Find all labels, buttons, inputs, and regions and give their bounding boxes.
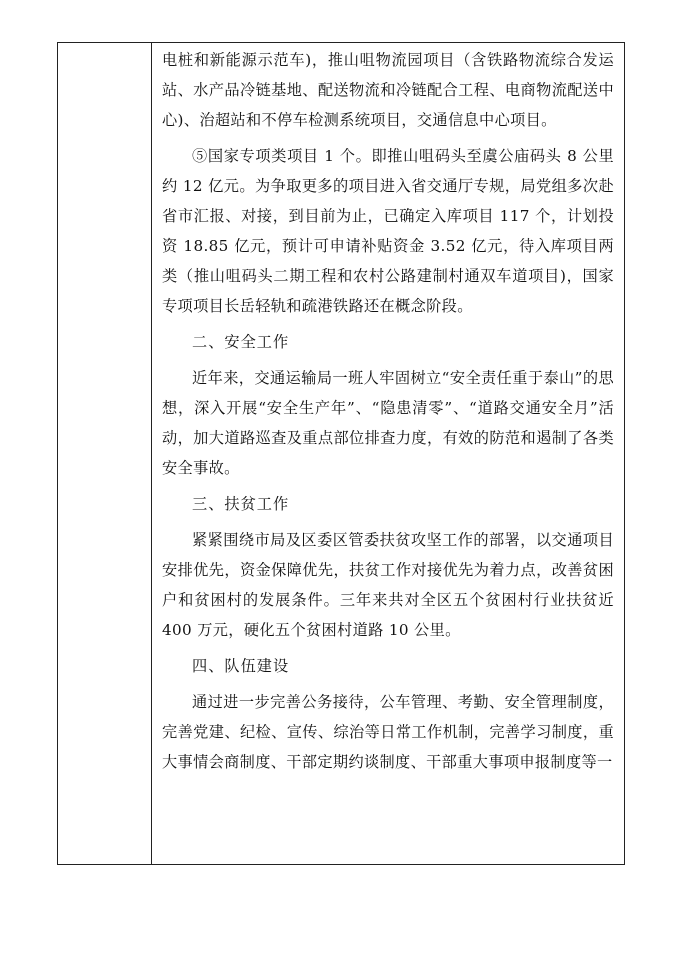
paragraph-continuation: 电桩和新能源示范车)，推山咀物流园项目（含铁路物流综合发运站、水产品冷链基地、配送物流和冷链配合工程、电商物流配送中心)、治超站和不停车检测系统项目，交通信息中心项目。 <box>162 51 614 129</box>
paragraph-team: 通过进一步完善公务接待，公车管理、考勤、安全管理制度，完善党建、纪检、宣传、综治等日常工作机制，完善学习制度，重大事情会商制度、干部定期约谈制度、干部重大事项申报制度等一 <box>162 693 614 771</box>
table-content-cell <box>162 43 614 777</box>
paragraph-national-projects: ⑤国家专项类项目 1 个。即推山咀码头至虞公庙码头 8 公里约 12 亿元。为争取更多的项目进入省交通厅专规，局党组多次赴省市汇报、对接，到目前为止，已确定入库项目 117 个，计划投资 18.85 亿元，预计可申请补贴资金 3.52 亿元，待入库项目两类（推山咀码头二期工程和农村公路建制村通双车道项目)，国家专项项目长岳轻轨和疏港铁路还在概念阶段。 <box>162 147 614 315</box>
table-left-column <box>58 43 152 864</box>
table-frame <box>57 42 625 865</box>
section-heading-safety: 二、安全工作 <box>192 333 290 351</box>
section-heading-team: 四、队伍建设 <box>192 657 290 675</box>
section-heading-poverty: 三、扶贫工作 <box>192 495 290 513</box>
paragraph-poverty: 紧紧围绕市局及区委区管委扶贫攻坚工作的部署，以交通项目安排优先，资金保障优先，扶贫工作对接优先为着力点，改善贫困户和贫困村的发展条件。三年来共对全区五个贫困村行业扶贫近 400 万元，硬化五个贫困村道路 10 公里。 <box>162 531 614 639</box>
paragraph-safety: 近年来，交通运输局一班人牢固树立“安全责任重于泰山”的思想，深入开展“安全生产年”、“隐患清零”、“道路交通安全月”活动，加大道路巡查及重点部位排查力度，有效的防范和遏制了各类安全事故。 <box>162 369 614 477</box>
